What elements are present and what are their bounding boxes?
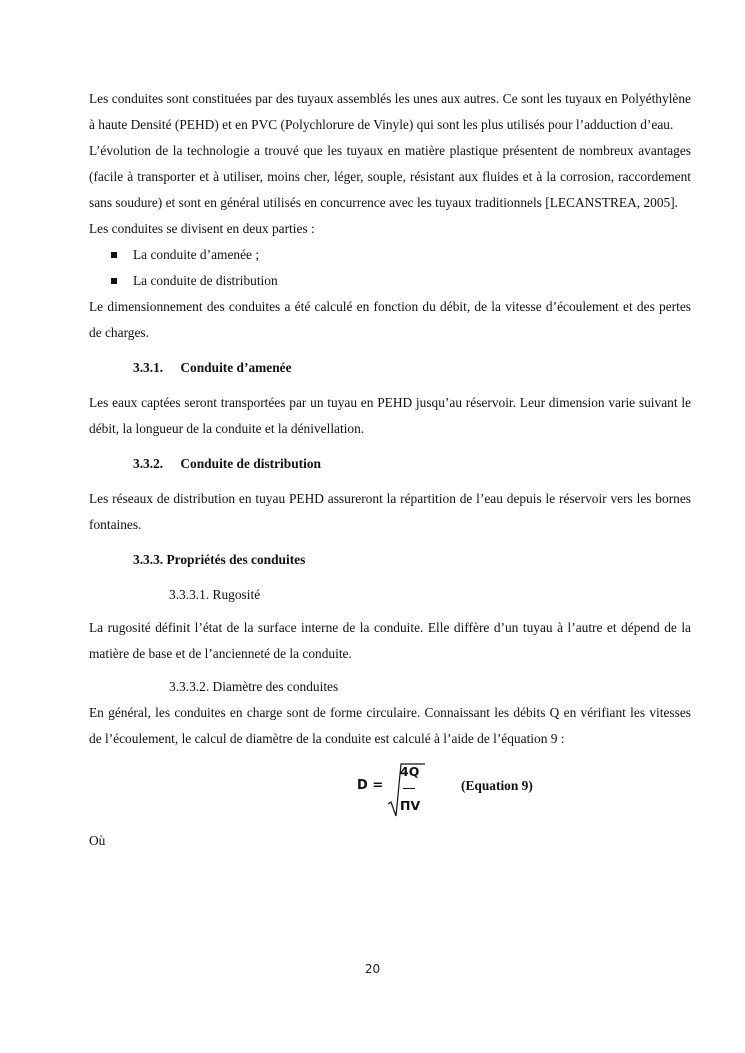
- equation-label: (Equation 9): [461, 778, 533, 793]
- equation-9: [89, 758, 691, 822]
- section-title: Conduite de distribution: [180, 456, 321, 471]
- paragraph-ou: Où: [89, 833, 106, 848]
- list-item: [111, 268, 691, 294]
- paragraph-evolution: L’évolution de la technologie a trouvé que les tuyaux en matière plastique présentent de nombreux avantages (facile à transporter et à utiliser, moins cher, léger, souple, résistant aux fluides et à la corrosion, raccordement sans soudure) et sont en général utilisés en concurrence avec les tuyaux traditionnels [LECANSTREA, 2005].: [89, 143, 691, 210]
- section-title: Conduite d’amenée: [180, 360, 292, 375]
- square-bullet-icon: [111, 252, 117, 258]
- paragraph-divisions: Les conduites se divisent en deux parties :: [89, 221, 315, 236]
- page-body: [89, 86, 691, 854]
- equation-numerator: 4Q: [400, 764, 420, 779]
- section-number: 3.3.2.: [133, 456, 164, 471]
- equation-lhs: D =: [357, 778, 384, 793]
- heading-diametre: 3.3.3.2. Diamètre des conduites: [169, 679, 339, 694]
- list-item-text: La conduite de distribution: [133, 273, 278, 288]
- section-number: 3.3.1.: [133, 360, 164, 375]
- paragraph-dimensionnement: Le dimensionnement des conduites a été calculé en fonction du débit, de la vitesse d’écoulement et des pertes de charges.: [89, 299, 691, 340]
- heading-rugosite: 3.3.3.1. Rugosité: [169, 587, 261, 602]
- equation-denominator: ΠV: [400, 798, 421, 813]
- heading-proprietes: 3.3.3. Propriétés des conduites: [133, 552, 306, 567]
- heading-conduite-amenee: [133, 355, 691, 381]
- paragraph-diametre: En général, les conduites en charge sont de forme circulaire. Connaissant les débits Q en vérifiant les vitesses de l’écoulement, le calcul de diamètre de la conduite est calculé à l’aide de l’équation 9 :: [89, 705, 691, 746]
- paragraph-reseaux: Les réseaux de distribution en tuyau PEHD assureront la répartition de l’eau depuis le réservoir vers les bornes fontaines.: [89, 491, 691, 532]
- page-number: 20: [364, 962, 381, 976]
- fraction-bar: [403, 788, 415, 789]
- conduites-list: [89, 242, 691, 294]
- paragraph-eaux-captees: Les eaux captées seront transportées par un tuyau en PEHD jusqu’au réservoir. Leur dimension varie suivant le débit, la longueur de la conduite et la dénivellation.: [89, 395, 691, 436]
- paragraph-rugosite: La rugosité définit l’état de la surface interne de la conduite. Elle diffère d’un tuyau à l’autre et dépend de la matière de base et de l’ancienneté de la conduite.: [89, 620, 691, 661]
- paragraph-conduites-intro: Les conduites sont constituées par des tuyaux assemblés les unes aux autres. Ce sont les tuyaux en Polyéthylène à haute Densité (PEHD) et en PVC (Polychlorure de Vinyle) qui sont les plus utilisés pour l’adduction d’eau.: [89, 91, 691, 132]
- list-item-text: La conduite d’amenée ;: [133, 247, 260, 262]
- square-bullet-icon: [111, 278, 117, 284]
- list-item: [111, 242, 691, 268]
- heading-conduite-distribution: [133, 451, 691, 477]
